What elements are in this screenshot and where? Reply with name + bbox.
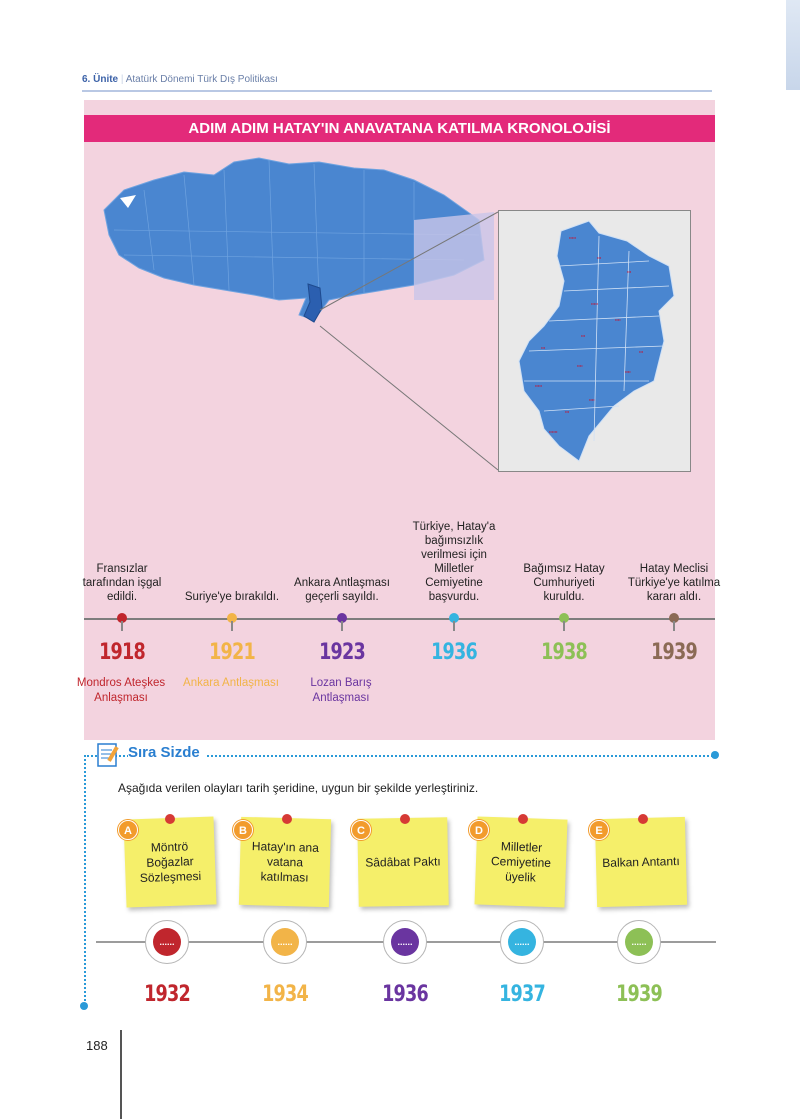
district-label: •••• [577, 363, 583, 368]
district-label: ••• [565, 409, 570, 414]
timeline-stem [231, 621, 233, 631]
timeline-stem [121, 621, 123, 631]
pushpin-icon [165, 814, 175, 824]
treaty-label: Lozan Barış Antlaşması [310, 677, 372, 704]
note-letter-badge: D [469, 820, 489, 840]
activity-instruction: Aşağıda verilen olayları tarih şeridine, uygun bir şekilde yerleştiriniz. [118, 781, 479, 795]
district-label: ••• [541, 345, 546, 350]
frame-dot [80, 1002, 88, 1010]
district-label: ••••• [569, 235, 577, 240]
timeline-stem [453, 621, 455, 631]
note-letter-badge: B [233, 820, 253, 840]
chronology-banner: ADIM ADIM HATAY'IN ANAVATANA KATILMA KRONOLOJİSİ [84, 115, 715, 142]
answer-year: 1937 [499, 982, 545, 1007]
chronology-timeline [84, 618, 715, 620]
timeline-year: 1936 [431, 640, 477, 665]
page-header: 6. Ünite | Atatürk Dönemi Türk Dış Politikası [82, 74, 278, 85]
sticky-note-text: Möntrö Boğazlar Sözleşmesi [139, 838, 202, 885]
district-label: •••••• [549, 429, 558, 434]
treaty-label: Mondros Ateşkes Anlaşması [76, 677, 166, 704]
district-label: ••• [639, 349, 644, 354]
district-label: ••• [627, 269, 632, 274]
unit-label: 6. Ünite [82, 74, 119, 85]
district-label: ••• [597, 255, 602, 260]
sticky-note-text: Milletler Cemiyetine üyelik [490, 838, 552, 885]
hatay-map-icon [499, 211, 689, 469]
answer-slot-placeholder: ...... [508, 928, 536, 956]
pushpin-icon [282, 814, 292, 824]
sticky-note-text: Hatay'ın ana vatana katılması [251, 838, 320, 885]
unit-title: Atatürk Dönemi Türk Dış Politikası [125, 74, 278, 85]
answer-year: 1939 [616, 982, 662, 1007]
answer-slot[interactable] [383, 920, 427, 964]
sticky-note-text: Sâdâbat Paktı [365, 853, 441, 870]
answer-year: 1934 [262, 982, 308, 1007]
district-label: ••• [581, 333, 586, 338]
district-label: ••••• [591, 301, 599, 306]
timeline-year: 1938 [541, 640, 587, 665]
note-letter-badge: A [118, 820, 138, 840]
answer-slot[interactable] [617, 920, 661, 964]
timeline-stem [563, 621, 565, 631]
note-letter-badge: E [589, 820, 609, 840]
answer-slot-placeholder: ...... [271, 928, 299, 956]
timeline-year: 1923 [319, 640, 365, 665]
timeline-event: Ankara Antlaşması geçerli sayıldı. [294, 577, 390, 603]
timeline-stem [341, 621, 343, 631]
district-label: •••• [615, 317, 621, 322]
timeline-event: Hatay Meclisi Türkiye'ye katılma kararı aldı. [627, 563, 721, 603]
timeline-event: Bağımsız Hatay Cumhuriyeti kuruldu. [523, 563, 605, 603]
page-number: 188 [86, 1038, 108, 1053]
answer-slot-placeholder: ...... [625, 928, 653, 956]
page-edge-tab [786, 0, 800, 90]
hatay-inset [498, 210, 691, 472]
district-label: ••••• [535, 383, 543, 388]
answer-year: 1936 [382, 982, 428, 1007]
timeline-event: Suriye'ye bırakıldı. [184, 591, 280, 603]
pushpin-icon [400, 814, 410, 824]
answer-year: 1932 [144, 982, 190, 1007]
sticky-note-text: Balkan Antantı [602, 853, 680, 870]
district-label: •••• [625, 369, 631, 374]
timeline-event: Fransızlar tarafından işgal edildi. [82, 563, 162, 603]
answer-slot-placeholder: ...... [153, 928, 181, 956]
district-label: •••• [589, 397, 595, 402]
frame-dot [711, 751, 719, 759]
treaty-label: Ankara Antlaşması [183, 677, 279, 689]
answer-slot[interactable] [263, 920, 307, 964]
pushpin-icon [518, 814, 528, 824]
header-divider [82, 90, 712, 92]
notepad-pencil-icon [96, 740, 122, 768]
pushpin-icon [638, 814, 648, 824]
answer-slot[interactable] [500, 920, 544, 964]
timeline-year: 1921 [209, 640, 255, 665]
timeline-year: 1918 [99, 640, 145, 665]
footer-divider [120, 1030, 122, 1119]
answer-slot[interactable] [145, 920, 189, 964]
activity-title: Sıra Sizde [128, 744, 206, 761]
timeline-year: 1939 [651, 640, 697, 665]
timeline-event: Türkiye, Hatay'a bağımsızlık verilmesi için Milletler Cemiyetine başvurdu. [412, 521, 496, 603]
answer-slot-placeholder: ...... [391, 928, 419, 956]
timeline-stem [673, 621, 675, 631]
note-letter-badge: C [351, 820, 371, 840]
inset-connector-lines [84, 150, 504, 480]
